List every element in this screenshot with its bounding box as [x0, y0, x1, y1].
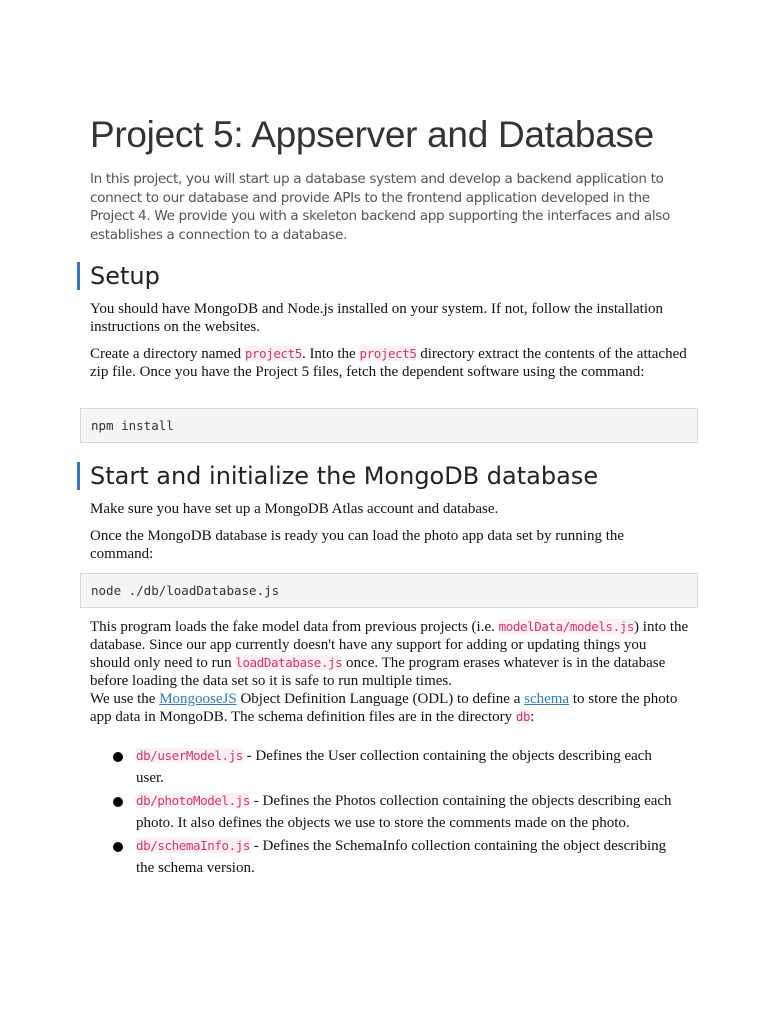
- bullet-icon: [113, 752, 123, 762]
- text: - Defines the SchemaInfo collection containing the object describing the schema version.: [136, 838, 667, 876]
- text: once. The program erases whatever is in the database before loading the data set so it is safe to run multiple times.: [90, 655, 666, 689]
- bullet-icon: [113, 842, 123, 852]
- list-item: [90, 835, 676, 879]
- inline-code: db/schemaInfo.js: [136, 838, 251, 853]
- text: - Defines the User collection containing the objects describing each user.: [136, 748, 652, 786]
- heading-mongodb: Start and initialize the MongoDB database: [77, 462, 598, 490]
- text: to store the photo app data in MongoDB. The schema definition files are in the directory: [90, 691, 678, 725]
- setup-paragraph-2: [90, 345, 690, 381]
- text: We use the: [90, 691, 160, 707]
- text: directory extract the contents of the attached zip file. Once you have the Project 5 files, fetch the dependent software using the command:: [90, 346, 687, 380]
- inline-code: project5: [359, 346, 417, 361]
- text: Create a directory named: [90, 346, 245, 362]
- bullet-icon: [113, 797, 123, 807]
- text: - Defines the Photos collection containing the objects describing each photo. It also defines the objects we use to store the comments made on the photo.: [136, 793, 672, 831]
- text: . Into the: [301, 346, 360, 362]
- setup-paragraph-1: You should have MongoDB and Node.js installed on your system. If not, follow the installation instructions on the websites.: [90, 301, 664, 335]
- text: ) into the database. Since our app currently doesn't have any support for adding or updating things you should only need to run: [90, 619, 689, 671]
- inline-code: loadDatabase.js: [235, 655, 343, 670]
- mongoosejs-link[interactable]: MongooseJS: [159, 691, 237, 707]
- inline-code: db/photoModel.js: [136, 793, 251, 808]
- schema-link[interactable]: schema: [524, 691, 570, 707]
- schema-file-list: [90, 745, 676, 880]
- code-block-load-database: node ./db/loadDatabase.js: [80, 573, 698, 608]
- mongo-paragraph-3: [90, 618, 690, 726]
- mongo-paragraph-1: Make sure you have set up a MongoDB Atlas account and database.: [90, 501, 499, 517]
- mongo-paragraph-2: Once the MongoDB database is ready you can load the photo app data set by running the command:: [90, 528, 625, 562]
- inline-code: modelData/models.js: [498, 619, 635, 634]
- inline-code: project5: [244, 346, 302, 361]
- text: This program loads the fake model data from previous projects (i.e.: [90, 619, 499, 635]
- code-block-npm-install: npm install: [80, 408, 698, 443]
- intro-text: In this project, you will start up a database system and develop a backend application to connect to our database and provide APIs to the frontend application developed in the Project 4. We provide you with a skeleton backend app supporting the interfaces and also establishes a connection to a database.: [90, 171, 670, 243]
- list-item: [90, 745, 676, 789]
- text: :: [530, 709, 535, 725]
- list-item: [90, 790, 676, 834]
- page-title: Project 5: Appserver and Database: [90, 114, 654, 155]
- heading-setup: Setup: [77, 262, 160, 290]
- text: Object Definition Language (ODL) to define a: [236, 691, 525, 707]
- inline-code: db/userModel.js: [136, 748, 243, 763]
- inline-code: db: [515, 709, 531, 724]
